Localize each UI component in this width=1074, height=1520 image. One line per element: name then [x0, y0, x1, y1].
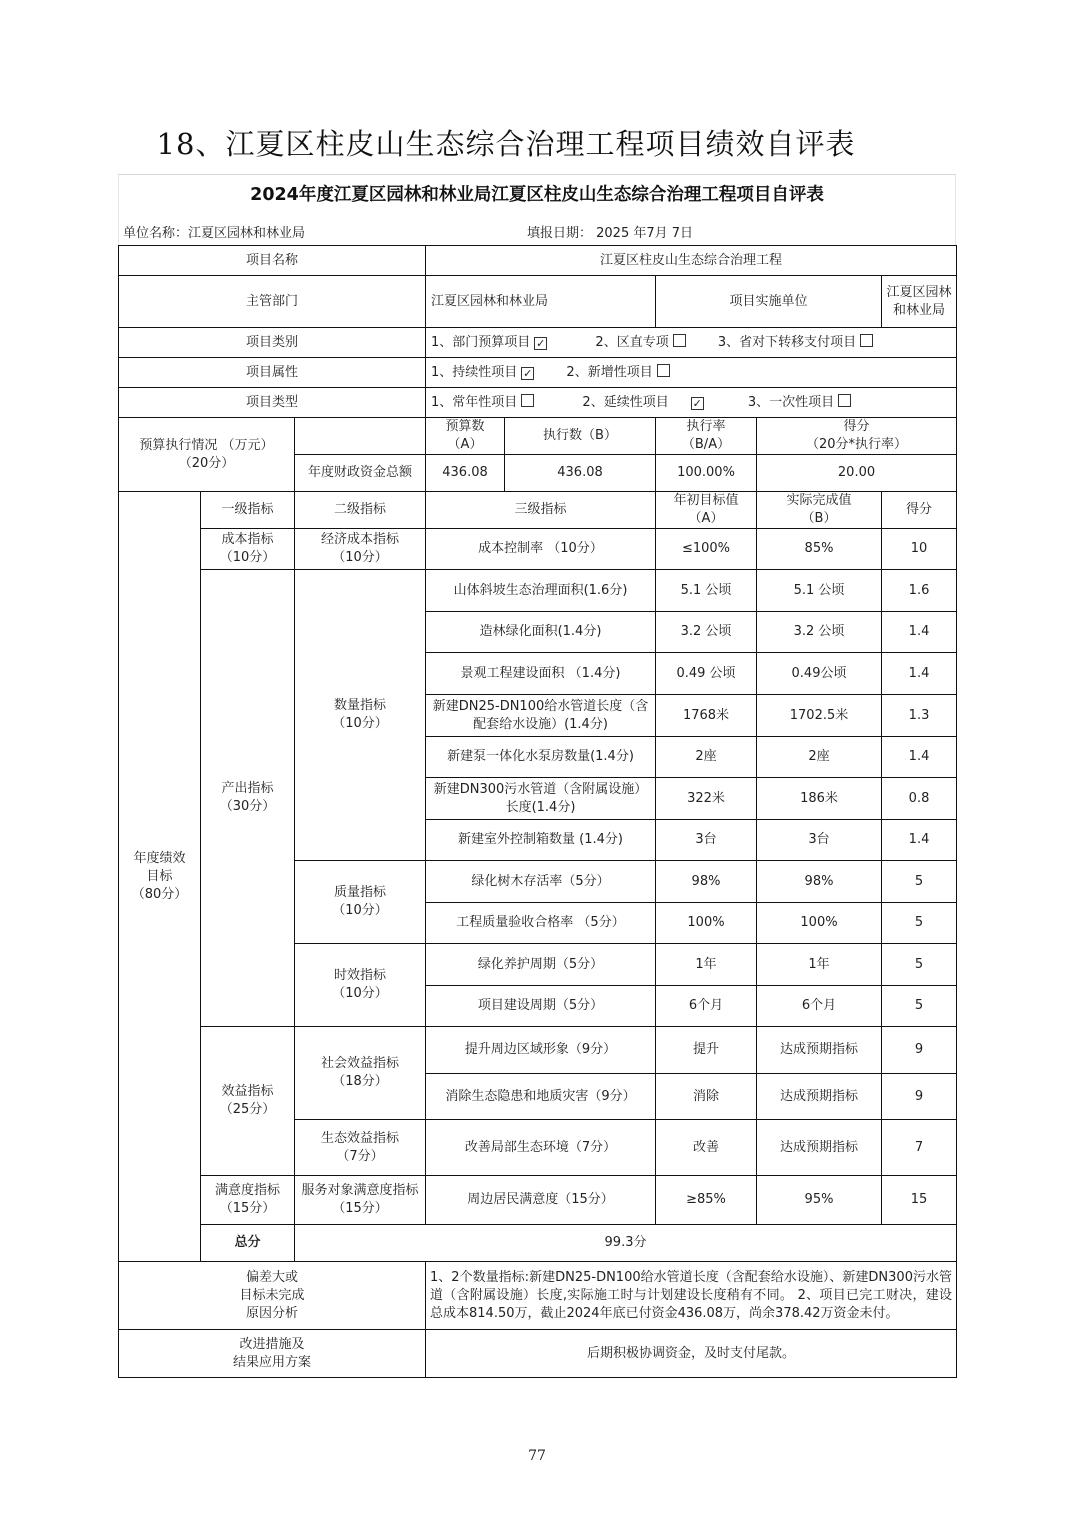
form-meta: [118, 215, 956, 245]
improve-label: 改进措施及 结果应用方案: [119, 1330, 426, 1378]
actual-value: 达成预期指标: [757, 1027, 882, 1074]
target-value: 322米: [656, 778, 757, 820]
group-satisfaction: 满意度指标 （15分）: [201, 1176, 295, 1225]
header-l2: 二级指标: [295, 492, 426, 529]
type-option: 1、常年性项目: [431, 394, 538, 412]
header-score: 得分: [882, 492, 957, 529]
actual-value: 1年: [757, 944, 882, 986]
total-label: 总分: [201, 1225, 295, 1262]
indicator-name: 新建室外控制箱数量 (1.4分): [426, 820, 656, 861]
indicator-name: 项目建设周期（5分）: [426, 986, 656, 1027]
indicator-score: 5: [882, 903, 957, 944]
dept-label: 主管部门: [119, 276, 426, 328]
attr-option: 2、新增性项目: [566, 364, 673, 382]
indicator-name: 成本控制率 （10分）: [426, 529, 656, 570]
group-cost: 成本指标 （10分）: [201, 529, 295, 570]
actual-value: 3.2 公顷: [757, 612, 882, 653]
attr-label: 项目属性: [119, 358, 426, 388]
indicator-header-row: [119, 492, 957, 529]
type-label: 项目类型: [119, 388, 426, 418]
deviation-label: 偏差大或 目标未完成 原因分析: [119, 1262, 426, 1330]
type-option: 2、延续性项目 ✓: [582, 394, 702, 410]
improve-text: 后期积极协调资金，及时支付尾款。: [426, 1330, 957, 1378]
indicator-score: 9: [882, 1074, 957, 1120]
target-value: 3.2 公顷: [656, 612, 757, 653]
impl-value: 江夏区园林和林业局: [882, 276, 957, 328]
budget-value: 436.08: [426, 455, 505, 492]
target-value: 5.1 公顷: [656, 570, 757, 612]
table-row: [119, 570, 957, 612]
group-quality: 质量指标 （10分）: [295, 861, 426, 944]
deviation-row: [119, 1262, 957, 1330]
group-eco: 生态效益指标 （7分）: [295, 1120, 426, 1176]
score-value: 20.00: [757, 455, 957, 492]
exec-value: 436.08: [505, 455, 656, 492]
indicator-score: 15: [882, 1176, 957, 1225]
group-service: 服务对象满意度指标（15分）: [295, 1176, 426, 1225]
checkbox-unchecked: [657, 364, 670, 377]
indicator-name: 提升周边区域形象（9分）: [426, 1027, 656, 1074]
indicator-name: 周边居民满意度（15分）: [426, 1176, 656, 1225]
budget-col-score: 得分 （20分*执行率）: [757, 418, 957, 455]
impl-label: 项目实施单位: [656, 276, 882, 328]
indicator-score: 0.8: [882, 778, 957, 820]
actual-value: 2座: [757, 737, 882, 778]
department-row: [119, 276, 957, 328]
attr-options: [426, 358, 957, 388]
target-value: 1768米: [656, 695, 757, 737]
attribute-row: [119, 358, 957, 388]
indicator-score: 1.4: [882, 820, 957, 861]
actual-value: 6个月: [757, 986, 882, 1027]
project-name-row: [119, 246, 957, 276]
indicator-name: 改善局部生态环境（7分）: [426, 1120, 656, 1176]
category-row: [119, 328, 957, 358]
type-option: 3、一次性项目: [748, 394, 855, 412]
unit-name: 单位名称：江夏区园林和林业局: [123, 226, 306, 241]
target-value: 提升: [656, 1027, 757, 1074]
category-option: 1、部门预算项目 ✓: [431, 334, 546, 350]
self-evaluation-form: [118, 174, 956, 1378]
total-row: [119, 1225, 957, 1262]
indicator-name: 景观工程建设面积 （1.4分): [426, 653, 656, 695]
target-value: ≤100%: [656, 529, 757, 570]
budget-col-exec: 执行数（B）: [505, 418, 656, 455]
header-l3: 三级指标: [426, 492, 656, 529]
deviation-text: 1、2个数量指标:新建DN25-DN100给水管道长度（含配套给水设施）、新建DN300污水管道（含附属设施）长度,实际施工时与计划建设长度稍有不同。 2、项目已完工财决，建设总成本814.50万，截止2024年底已付资金436.08万，尚余378.42万资金未付。: [426, 1262, 957, 1330]
project-name-value: 江夏区柱皮山生态综合治理工程: [426, 246, 957, 276]
document-title: 18、江夏区柱皮山生态综合治理工程项目绩效自评表: [156, 127, 856, 161]
perf-label: 年度绩效 目标 （80分）: [119, 492, 201, 1262]
table-row: [119, 529, 957, 570]
target-value: 消除: [656, 1074, 757, 1120]
actual-value: 3台: [757, 820, 882, 861]
budget-row-label: 年度财政资金总额: [295, 455, 426, 492]
checkbox-unchecked: [838, 394, 851, 407]
indicator-name: 绿化养护周期（5分）: [426, 944, 656, 986]
indicator-name: 新建泵一体化水泵房数量(1.4分): [426, 737, 656, 778]
checkbox-unchecked: [521, 394, 534, 407]
category-option: 3、省对下转移支付项目: [718, 334, 877, 352]
target-value: 1年: [656, 944, 757, 986]
group-quantity: 数量指标 （10分）: [295, 570, 426, 861]
budget-col-budget: 预算数 （A）: [426, 418, 505, 455]
actual-value: 85%: [757, 529, 882, 570]
indicator-name: 山体斜坡生态治理面积(1.6分): [426, 570, 656, 612]
checkbox-checked: ✓: [692, 396, 702, 410]
indicator-score: 1.4: [882, 653, 957, 695]
header-target: 年初目标值 （A）: [656, 492, 757, 529]
actual-value: 达成预期指标: [757, 1074, 882, 1120]
indicator-name: 消除生态隐患和地质灾害（9分）: [426, 1074, 656, 1120]
project-name-label: 项目名称: [119, 246, 426, 276]
group-benefit: 效益指标 （25分）: [201, 1027, 295, 1176]
indicator-score: 10: [882, 529, 957, 570]
total-value: 99.3分: [295, 1225, 957, 1262]
indicator-score: 5: [882, 944, 957, 986]
target-value: 改善: [656, 1120, 757, 1176]
type-row: [119, 388, 957, 418]
indicator-name: 绿化树木存活率（5分）: [426, 861, 656, 903]
actual-value: 186米: [757, 778, 882, 820]
target-value: 3台: [656, 820, 757, 861]
table-row: [119, 1027, 957, 1074]
category-option: 2、区直专项: [595, 334, 689, 352]
actual-value: 达成预期指标: [757, 1120, 882, 1176]
budget-blank-cell: [295, 418, 426, 455]
actual-value: 1702.5米: [757, 695, 882, 737]
actual-value: 0.49公顷: [757, 653, 882, 695]
actual-value: 100%: [757, 903, 882, 944]
page-number: 77: [528, 1448, 546, 1464]
actual-value: 98%: [757, 861, 882, 903]
indicator-score: 5: [882, 861, 957, 903]
group-timeliness: 时效指标 （10分）: [295, 944, 426, 1027]
checkbox-checked: ✓: [536, 336, 546, 350]
indicator-score: 1.3: [882, 695, 957, 737]
table-row: [119, 1176, 957, 1225]
dept-value: 江夏区园林和林业局: [426, 276, 656, 328]
budget-col-rate: 执行率 （B/A）: [656, 418, 757, 455]
checkbox-unchecked: [673, 334, 686, 347]
indicator-score: 9: [882, 1027, 957, 1074]
budget-header-row: [119, 418, 957, 455]
target-value: 100%: [656, 903, 757, 944]
checkbox-checked: ✓: [523, 366, 533, 380]
target-value: 0.49 公顷: [656, 653, 757, 695]
indicator-score: 1.4: [882, 737, 957, 778]
target-value: 2座: [656, 737, 757, 778]
budget-label: 预算执行情况 （万元） （20分）: [119, 418, 295, 492]
group-output: 产出指标 （30分）: [201, 570, 295, 1027]
header-actual: 实际完成值 （B）: [757, 492, 882, 529]
fill-date: 填报日期： 2025 年7月 7日: [527, 226, 694, 241]
indicator-name: 新建DN300污水管道（含附属设施）长度(1.4分): [426, 778, 656, 820]
indicator-name: 工程质量验收合格率 （5分）: [426, 903, 656, 944]
table-title: 2024年度江夏区园林和林业局江夏区柱皮山生态综合治理工程项目自评表: [118, 174, 956, 215]
checkbox-unchecked: [860, 334, 873, 347]
evaluation-table: [118, 245, 957, 1378]
rate-value: 100.00%: [656, 455, 757, 492]
target-value: ≥85%: [656, 1176, 757, 1225]
header-l1: 一级指标: [201, 492, 295, 529]
type-options: [426, 388, 957, 418]
actual-value: 5.1 公顷: [757, 570, 882, 612]
attr-option: 1、持续性项目 ✓: [431, 364, 533, 380]
indicator-score: 1.6: [882, 570, 957, 612]
indicator-score: 7: [882, 1120, 957, 1176]
group-social: 社会效益指标 （18分）: [295, 1027, 426, 1120]
actual-value: 95%: [757, 1176, 882, 1225]
indicator-score: 1.4: [882, 612, 957, 653]
category-options: [426, 328, 957, 358]
group-cost-econ: 经济成本指标 （10分）: [295, 529, 426, 570]
category-label: 项目类别: [119, 328, 426, 358]
indicator-score: 5: [882, 986, 957, 1027]
target-value: 98%: [656, 861, 757, 903]
indicator-name: 新建DN25-DN100给水管道长度（含配套给水设施）(1.4分): [426, 695, 656, 737]
target-value: 6个月: [656, 986, 757, 1027]
indicator-name: 造林绿化面积(1.4分): [426, 612, 656, 653]
improve-row: [119, 1330, 957, 1378]
